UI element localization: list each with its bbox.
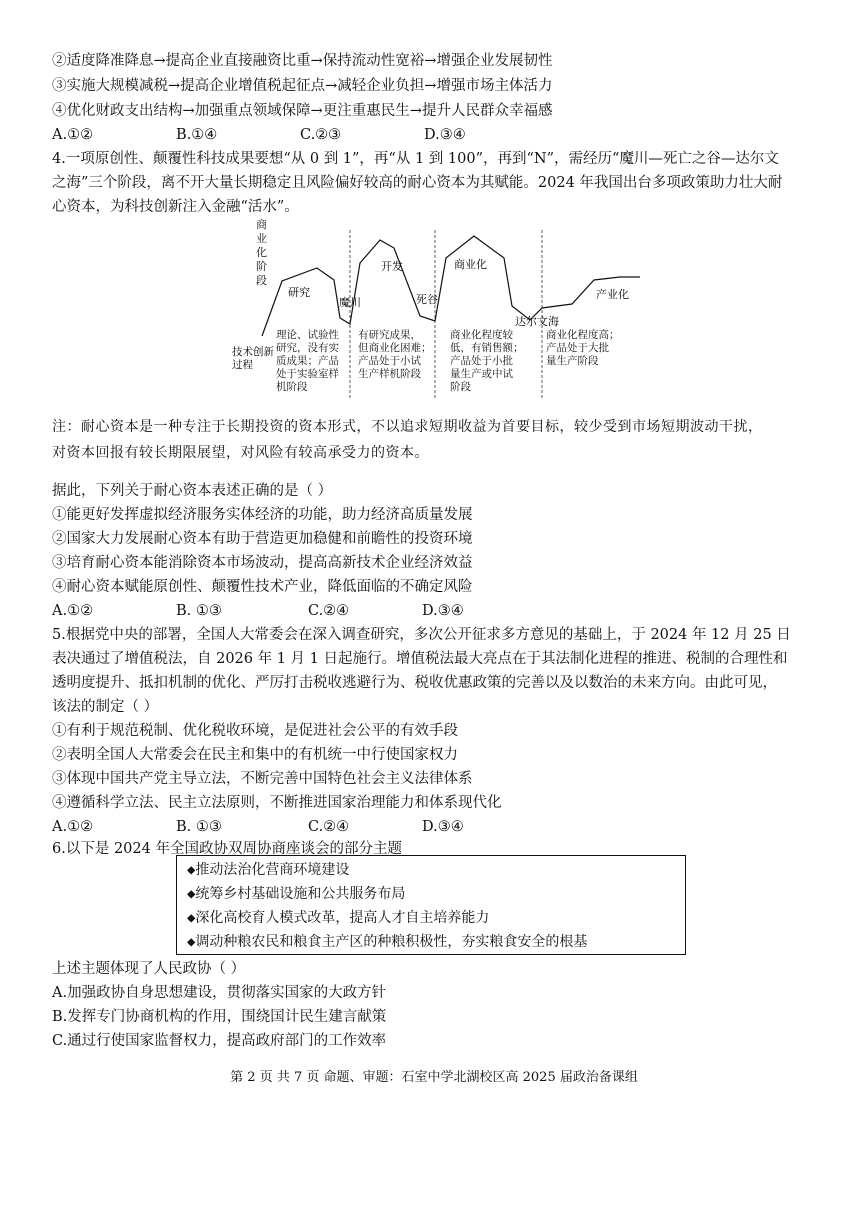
q6-stem: 6.以下是 2024 年全国政协双周协商座谈会的部分主题 — [52, 841, 402, 857]
stage-desc-line: 商业化程度高； — [546, 329, 620, 341]
label-commercial: 商业化 — [454, 258, 487, 271]
choice-b[interactable]: B.①④ — [176, 127, 218, 143]
stage-desc-line: 商业化程度较 — [450, 329, 513, 341]
q4-question: 据此，下列关于耐心资本表述正确的是（ ） — [52, 483, 333, 499]
q6-choice-c[interactable]: C.通过行使国家监督权力，提高政府部门的工作效率 — [52, 1033, 387, 1049]
choice-d[interactable]: D.③④ — [422, 819, 464, 835]
option-line-3: ③实施大规模减税→提高企业增值税起征点→减轻企业负担→增强市场主体活力 — [52, 78, 553, 94]
label-develop: 开发 — [381, 260, 403, 273]
q6-question: 上述主题体现了人民政协（ ） — [52, 961, 246, 977]
y-axis-label — [256, 218, 267, 287]
choice-c[interactable]: C.②③ — [300, 127, 342, 143]
q4-statement-3: ③培育耐心资本能消除资本市场波动，提高高新技术企业经济效益 — [52, 555, 473, 571]
stage-desc-line: 低，有销售额； — [450, 342, 524, 354]
innovation-stage-diagram — [222, 218, 642, 403]
stage-desc-line: 生产样机阶段 — [358, 368, 421, 380]
stage-desc-line: 研究，没有实 — [276, 342, 339, 354]
q5-stem-line-4: 该法的制定（ ） — [52, 699, 159, 715]
q5-statement-2: ②表明全国人大常委会在民主和集中的有机统一中行使国家权力 — [52, 747, 458, 763]
q6-choice-a[interactable]: A.加强政协自身思想建设，贯彻落实国家的大政方针 — [52, 985, 387, 1001]
x-start-label-1: 技术创新 — [232, 346, 274, 358]
q4-stem-line-3: 心资本，为科技创新注入金融“活水”。 — [52, 199, 299, 215]
stage-desc-line: 量生产阶段 — [546, 355, 599, 367]
q5-choices — [52, 816, 536, 838]
page-footer: 第 2 页 共 7 页 命题、审题：石室中学北湖校区高 2025 届政治备课组 — [230, 1070, 638, 1085]
stage-desc-line: 质成果；产品 — [276, 355, 339, 367]
q3-choices — [52, 124, 548, 146]
label-valley: 死谷 — [416, 293, 438, 306]
label-industrial: 产业化 — [596, 288, 629, 301]
stage-desc-line: 处于实验室样 — [276, 368, 339, 380]
x-start-label-2: 过程 — [232, 359, 253, 371]
q5-statement-3: ③体现中国共产党主导立法，不断完善中国特色社会主义法律体系 — [52, 771, 473, 787]
q6-choice-b[interactable]: B.发挥专门协商机构的作用，围绕国计民生建言献策 — [52, 1009, 387, 1025]
label-darwin: 达尔文海 — [515, 315, 559, 328]
q4-note-line-1: 注：耐心资本是一种专注于长期投资的资本形式，不以追求短期收益为首要目标，较少受到市场短期波动干扰， — [52, 419, 763, 435]
stage-desc-line: 机阶段 — [276, 381, 308, 393]
q4-statement-4: ④耐心资本赋能原创性、颠覆性技术产业，降低面临的不确定风险 — [52, 579, 473, 595]
choice-d[interactable]: D.③④ — [422, 603, 464, 619]
q4-note-line-2: 对资本回报有较长期限展望，对风险有较高承受力的资本。 — [52, 445, 429, 461]
stage-desc-line: 但商业化困难； — [358, 342, 432, 354]
choice-b[interactable]: B. ①③ — [176, 819, 222, 835]
topic-item: ◆深化高校育人模式改革，提高人才自主培养能力 — [187, 910, 490, 926]
choice-c[interactable]: C.②④ — [308, 603, 350, 619]
option-line-4: ④优化财政支出结构→加强重点领域保障→更注重惠民生→提升人民群众幸福感 — [52, 103, 553, 119]
stage-desc-line: 产品处于小批 — [450, 355, 513, 367]
q5-stem-line-1: 5.根据党中央的部署，全国人大常委会在深入调查研究，多次公开征求多方意见的基础上，于 2024 年 12 月 25 日 — [52, 627, 791, 643]
q4-stem-line-1: 4.一项原创性、颠覆性科技成果要想“从 0 到 1”，再“从 1 到 100”，再到“N”，需经历“魔川—死亡之谷—达尔文 — [52, 151, 779, 167]
q4-stem-line-2: 之海”三个阶段，离不开大量长期稳定且风险偏好较高的耐心资本为其赋能。2024 年我国出台多项政策助力壮大耐 — [52, 175, 783, 191]
q4-statement-2: ②国家大力发展耐心资本有助于营造更加稳健和前瞻性的投资环境 — [52, 531, 473, 547]
choice-c[interactable]: C.②④ — [308, 819, 350, 835]
choice-b[interactable]: B. ①③ — [176, 603, 222, 619]
stage-desc-line: 有研究成果， — [358, 329, 421, 341]
choice-a[interactable]: A.①② — [52, 127, 94, 143]
topic-item: ◆推动法治化营商环境建设 — [187, 862, 350, 878]
label-mochuan: 魔川 — [339, 296, 361, 309]
innovation-curve — [262, 236, 640, 336]
topic-item: ◆调动种粮农民和粮食主产区的种粮积极性，夯实粮食安全的根基 — [187, 934, 588, 950]
choice-a[interactable]: A.①② — [52, 603, 94, 619]
stage-desc-line: 理论、试验性 — [276, 329, 339, 341]
q4-statement-1: ①能更好发挥虚拟经济服务实体经济的功能，助力经济高质量发展 — [52, 507, 473, 523]
option-line-2: ②适度降准降息→提高企业直接融资比重→保持流动性宽裕→增强企业发展韧性 — [52, 53, 553, 69]
q4-choices — [52, 600, 536, 622]
q5-stem-line-2: 表决通过了增值税法，自 2026 年 1 月 1 日起施行。增值税法最大亮点在于其法制化进程的推进、税制的合理性和 — [52, 651, 788, 667]
q5-stem-line-3: 透明度提升、抵扣机制的优化、严厉打击税收逃避行为、税收优惠政策的完善以及以数治的未来方向。由此可见， — [52, 675, 777, 691]
q5-statement-1: ①有利于规范税制、优化税收环境，是促进社会公平的有效手段 — [52, 723, 458, 739]
stage-desc-line: 产品处于小试 — [358, 355, 421, 367]
svg-text:商业化阶段: 商业化阶段 — [256, 218, 267, 287]
stage-desc-line: 产品处于大批 — [546, 342, 609, 354]
q6-topic-box — [176, 855, 686, 955]
label-research: 研究 — [288, 286, 310, 299]
stage-desc-line: 阶段 — [450, 381, 471, 393]
q5-statement-4: ④遵循科学立法、民主立法原则，不断推进国家治理能力和体系现代化 — [52, 795, 502, 811]
choice-a[interactable]: A.①② — [52, 819, 94, 835]
stage-desc-commercial — [450, 328, 524, 393]
stage-desc-develop — [358, 328, 432, 380]
stage-desc-research — [276, 328, 339, 393]
stage-desc-line: 量生产或中试 — [450, 368, 513, 380]
topic-item: ◆统筹乡村基础设施和公共服务布局 — [187, 886, 406, 902]
stage-desc-industrial — [546, 328, 620, 367]
choice-d[interactable]: D.③④ — [424, 127, 466, 143]
